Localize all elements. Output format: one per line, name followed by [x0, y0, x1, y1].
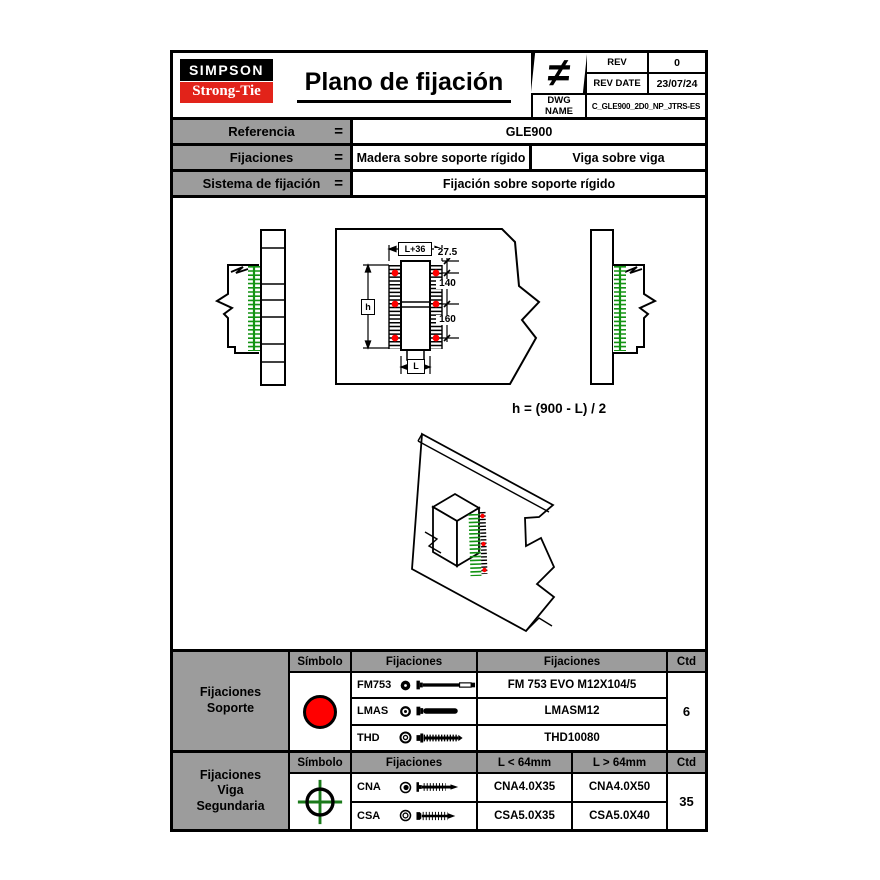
rev-date-label: REV DATE [587, 74, 647, 93]
csa-head-icon [399, 809, 412, 822]
cna-long-value: CNA4.0X50 [573, 774, 666, 801]
lmas-icon-cell [352, 699, 476, 723]
technical-drawing [173, 198, 705, 649]
fm753-head-icon [399, 679, 412, 692]
lmas-code: LMAS [357, 705, 389, 718]
height-formula: h = (900 - L) / 2 [512, 401, 607, 416]
csa-long-value: CSA5.0X40 [573, 803, 666, 830]
viga-qty: 35 [668, 774, 705, 829]
viga-row-label: Fijaciones Viga Segundaria [173, 753, 288, 829]
fijaciones-label: Fijaciones [229, 150, 294, 165]
fijaciones-value-1: Madera sobre soporte rígido [353, 146, 529, 169]
rev-label: REV [587, 53, 647, 72]
cna-short-value: CNA4.0X35 [478, 774, 571, 801]
lmas-head-icon [399, 705, 412, 718]
referencia-value: GLE900 [353, 120, 705, 143]
isometric-view [412, 434, 554, 631]
csa-short-value: CSA5.0X35 [478, 803, 571, 830]
col-header-fijaciones: Fijaciones [352, 753, 476, 772]
csa-icon-cell [352, 803, 476, 830]
dim-spacing-1-label: 140 [436, 279, 459, 289]
revision-block [531, 53, 705, 117]
reference-table [173, 117, 705, 198]
fm753-bolt-icon [416, 678, 476, 692]
fm753-code: FM753 [357, 679, 392, 692]
drawing-area [173, 198, 705, 649]
soporte-qty: 6 [668, 673, 705, 750]
thd-head-icon [399, 731, 412, 744]
referencia-label-cell [173, 120, 350, 143]
equals-sign: = [334, 149, 343, 166]
thd-name: THD10080 [478, 726, 666, 750]
thd-icon-cell [352, 726, 476, 750]
cna-head-icon [399, 781, 412, 794]
equals-sign: = [334, 123, 343, 140]
cna-icon-cell [352, 774, 476, 801]
sistema-label: Sistema de fijación [202, 176, 321, 191]
col-header-short-length: L < 64mm [478, 753, 571, 772]
dwg-name-label: DWG NAME [533, 95, 585, 117]
viga-fixings-table [173, 753, 705, 829]
logo-simpson: SIMPSON [180, 59, 273, 81]
col-header-simbolo: Símbolo [290, 753, 350, 772]
soporte-fixings-table [173, 649, 705, 753]
sheet-title-cell [277, 53, 531, 117]
dim-spacing-2-label: 160 [436, 315, 459, 325]
left-side-view [217, 230, 285, 385]
right-side-view [591, 230, 655, 384]
equals-sign: = [334, 175, 343, 192]
dim-l-label: L [407, 359, 425, 374]
crosshair-symbol-icon [295, 777, 345, 827]
col-header-simbolo: Símbolo [290, 652, 350, 671]
rev-value: 0 [649, 53, 705, 72]
sistema-value: Fijación sobre soporte rígido [353, 172, 705, 195]
sheet-title: Plano de fijación [297, 68, 512, 103]
title-block [173, 53, 705, 117]
rev-date-value: 23/07/24 [649, 74, 705, 93]
fm753-icon-cell [352, 673, 476, 697]
lmas-bolt-icon [416, 704, 464, 718]
col-header-fijaciones-icons: Fijaciones [352, 652, 476, 671]
col-header-fijaciones-names: Fijaciones [478, 652, 666, 671]
thd-code: THD [357, 731, 380, 744]
dwg-name-value: C_GLE900_2D0_NP_JTRS-ES [587, 95, 705, 117]
cna-nail-icon [416, 780, 462, 794]
referencia-label: Referencia [228, 124, 295, 139]
logo-strongtie: Strong-Tie [180, 82, 273, 103]
fijaciones-value-2: Viga sobre viga [532, 146, 705, 169]
dim-top-width-label: L+36 [398, 242, 432, 256]
sistema-label-cell [173, 172, 350, 195]
fijaciones-label-cell [173, 146, 350, 169]
csa-screw-icon [416, 809, 462, 823]
csa-code: CSA [357, 809, 381, 822]
col-header-ctd: Ctd [668, 652, 705, 671]
soporte-row-label: Fijaciones Soporte [173, 652, 288, 750]
company-logo [173, 53, 277, 117]
cna-code: CNA [357, 781, 381, 794]
soporte-symbol-cell [290, 673, 350, 750]
red-circle-symbol-icon [303, 695, 337, 729]
not-equal-icon: ≠ [531, 53, 587, 93]
dim-offset-label: 27.5 [434, 248, 461, 258]
col-header-long-length: L > 64mm [573, 753, 666, 772]
dim-h-label: h [361, 299, 375, 315]
col-header-ctd: Ctd [668, 753, 705, 772]
thd-screw-icon [416, 731, 466, 745]
drawing-sheet [170, 50, 708, 832]
fm753-name: FM 753 EVO M12X104/5 [478, 673, 666, 697]
viga-symbol-cell [290, 774, 350, 829]
lmas-name: LMASM12 [478, 699, 666, 723]
